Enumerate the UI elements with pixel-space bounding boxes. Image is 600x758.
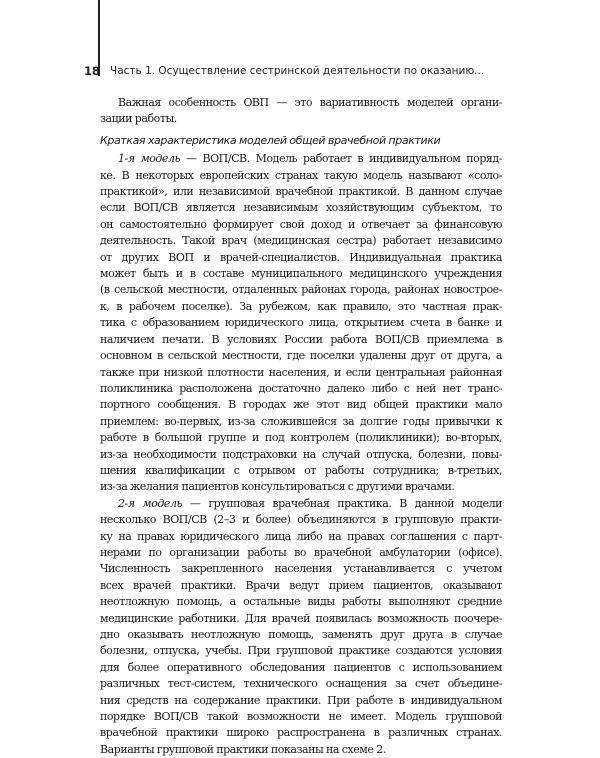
model1-first-line: — ВОП/СВ. Модель работает в индивидуальном поряд- [180,152,502,166]
paragraph-line: может быть и в составе муниципального медицинского учреждения [100,267,502,281]
paragraph-line: ния средств на содержание практики. При работе в индивидуальном [100,693,502,707]
paragraph-line: наличием печати. В условиях России работа ВОП/СВ приемлема в [100,332,502,346]
paragraph-line: также при низкой плотности населения, и если центральная районная [100,365,502,379]
body-text [100,95,502,758]
paragraph-line: из-за желания пациентов консультироваться с другими врачами. [100,480,455,494]
paragraph-line: для более оперативного обследования пациентов с использованием [100,660,502,674]
paragraph-line: всех врачей практики. Врачи ведут прием пациентов, оказывают [100,578,502,592]
paragraph-line: деятельность. Такой врач (медицинская сестра) работает независимо [100,234,502,248]
paragraph-line [100,151,502,167]
running-title: Часть 1. Осуществление сестринской деятельности по оказанию... [110,65,485,77]
paragraph-line: Варианты групповой практики показаны на схеме 2. [100,742,386,756]
paragraph-line: если ВОП/СВ является независимым хозяйствующим субъектом, то [100,201,502,215]
intro-paragraph [100,95,502,128]
paragraph-line: порядке ВОП/СВ такой возможности не имеет. Модель групповой [100,710,502,724]
paragraph-line: приемлем: во-первых, из-за сложившейся за долгие годы привычки к [100,414,502,428]
paragraph-line: нерами по организации работы во врачебной амбулатории (офисе). [100,545,502,559]
paragraph-line: Численность закрепленного населения устанавливается с учетом [100,562,502,576]
paragraph-line: работе в большой группе и под контролем (поликлиники); во-вторых, [100,431,502,445]
page-number: 18 [84,64,101,78]
paragraph-line: дно оказывать неотложную помощь, заменять друг друга в случае [100,628,502,641]
paragraph-line: медицинские работники. Для врачей появилась возможность поочере- [100,611,502,625]
model1-label: 1-я модель [118,152,181,166]
paragraph-line: (в сельской местности, отдаленных районах города, районах новострое- [100,283,502,297]
paragraph-line: он самостоятельно формирует свой доход и отвечает за финансовую [100,217,502,231]
paragraph-line: основном в сельской местности, где поселки удалены друг от друга, а [100,349,502,363]
paragraph-line: Важная особенность ОВП — это вариативность моделей органи- [118,96,502,109]
paragraph-line: портного сообщения. В городах же этот вид общей практики мало [100,398,502,412]
paragraph-line: ке. В некоторых европейских странах такую модель называют «соло- [100,168,502,182]
paragraph-line: различных тест-систем, технического оснащения за счет объедине- [100,677,502,691]
paragraph-line: поликлиника расположена достаточно далеко либо с ней нет транс- [100,381,502,395]
paragraph-line: неотложную помощь, а остальные виды работы выполняют средние [100,595,502,609]
running-header [84,62,484,80]
paragraph-line: тика с образованием юридического лица, открытием счета в банке и [100,316,502,330]
paragraph-line: зации работы. [100,112,177,126]
model1-paragraph [100,151,502,496]
paragraph-line: болезни, отпуска, учебы. При групповой практике создаются условия [100,644,502,658]
section-title: Краткая характеристика моделей общей врачебной практики [100,133,441,147]
paragraph-line: ку на правах юридического лица либо на правах соглашения с парт- [100,529,502,543]
model2-paragraph [100,496,502,758]
paragraph-line: врачебной практики широко распространена в различных странах. [100,726,502,740]
paragraph-line: из-за необходимости подстраховки на случай отпуска, болезни, повы- [100,447,502,461]
paragraph-line: к, в рабочем поселке). За рубежом, как правило, это частная прак- [100,299,502,313]
paragraph-line: несколько ВОП/СВ (2–3 и более) объединяются в групповую практи- [100,513,502,527]
model2-label: 2-я модель [118,496,183,510]
paragraph-line: шения квалификации с отрывом от работы сотрудника; в-третьих, [100,463,502,477]
paragraph-line: практикой», или независимой врачебной практикой. В данном случае [100,185,502,199]
paragraph-line: от других ВОП и врачей-специалистов. Индивидуальная практика [100,250,502,264]
model2-first-line: — групповая врачебная практика. В данной модели [182,496,502,510]
paragraph-line [100,496,502,512]
